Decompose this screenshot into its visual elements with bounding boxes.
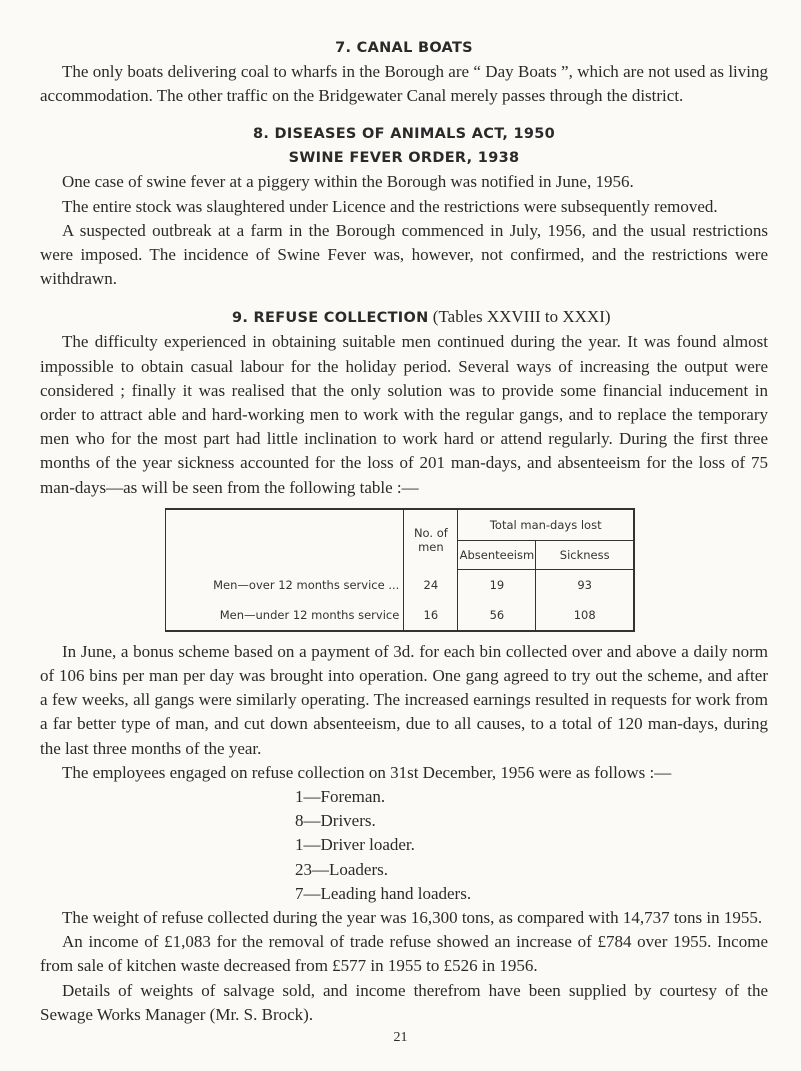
refuse-tables-reference: (Tables XXVIII to XXXI) bbox=[428, 307, 611, 327]
section-8-heading: 8. DISEASES OF ANIMALS ACT, 1950 bbox=[252, 126, 556, 143]
cell-sickness: 108 bbox=[573, 607, 596, 622]
refuse-difficulty-paragraph: The difficulty experienced in obtaining suitable men continued during the year. It was found almost impossible to obtain casual labour for the holiday period. Several ways of increasing the output were considered ; finally it was realised that the only solution was to provide some financial inducement in order to attract able and hard-working men to work with the regular gangs, and to replace the temporary men who for the most part had little inclination to work hard or attend regularly. During the first three months of the year sickness accounted for the loss of 201 man-days, and absenteeism for the loss of 75 man-days—as will be seen from the following table :— bbox=[40, 332, 768, 497]
cell-men: 16 bbox=[404, 600, 458, 631]
trade-refuse-income-paragraph: An income of £1,083 for the removal of trade refuse showed an increase of £784 over 1955. Income from sale of kitchen waste decreased from £577 in 1955 to £526 in 1956. bbox=[40, 932, 768, 976]
col-header-men: No. of men bbox=[404, 509, 458, 570]
col-header-sickness: Sickness bbox=[536, 540, 634, 569]
swine-fever-paragraph-3: A suspected outbreak at a farm in the Borough commenced in July, 1956, and the usual restrictions were imposed. The incidence of Swine Fever was, however, not confirmed, and the restrictions were withdrawn. bbox=[40, 220, 768, 289]
employees-intro: The employees engaged on refuse collection on 31st December, 1956 were as follows :— bbox=[62, 762, 672, 782]
section-7-heading: 7. CANAL BOATS bbox=[335, 40, 473, 56]
refuse-collection-title: 9. REFUSE COLLECTION bbox=[232, 310, 429, 327]
salvage-paragraph: Details of weights of salvage sold, and income therefrom have been supplied by courtesy of the Sewage Works Manager (Mr. S. Brock). bbox=[40, 980, 768, 1024]
canal-boats-paragraph: The only boats delivering coal to wharfs in the Borough are “ Day Boats ”, which are not used as living accommodation. The other traffic on the Bridgewater Canal merely passes through the district. bbox=[40, 62, 768, 106]
row-label: Men—under 12 months service bbox=[219, 607, 400, 622]
list-item: 23—Loaders. bbox=[295, 859, 389, 879]
bonus-scheme-paragraph: In June, a bonus scheme based on a payment of 3d. for each bin collected over and above a daily norm of 106 bins per man per day was brought into operation. One gang agreed to try out the scheme, and after a few weeks, all gangs were similarly operating. The increased earnings resulted in requests for work from a far better type of man, and cut down absenteeism, due to all causes, to a total of 120 man-days, during the last three months of the year. bbox=[40, 641, 768, 758]
swine-fever-order-heading: SWINE FEVER ORDER, 1938 bbox=[288, 150, 520, 167]
list-item: 8—Drivers. bbox=[295, 811, 376, 831]
swine-fever-paragraph-1: One case of swine fever at a piggery within the Borough was notified in June, 1956. bbox=[62, 172, 634, 192]
cell-absenteeism: 19 bbox=[458, 569, 536, 600]
section-9-heading bbox=[40, 305, 768, 330]
cell-sickness: 93 bbox=[577, 577, 592, 592]
list-item: 1—Foreman. bbox=[295, 787, 386, 807]
list-item: 1—Driver loader. bbox=[295, 835, 415, 855]
employees-list bbox=[40, 785, 768, 906]
list-item: 7—Leading hand loaders. bbox=[295, 883, 472, 903]
row-label: Men—over 12 months service ... bbox=[213, 577, 400, 592]
cell-absenteeism: 56 bbox=[458, 600, 536, 631]
swine-fever-paragraph-2: The entire stock was slaughtered under Licence and the restrictions were subsequently removed. bbox=[62, 196, 718, 216]
table-row bbox=[166, 600, 635, 631]
man-days-lost-table bbox=[165, 508, 635, 632]
cell-men: 24 bbox=[404, 569, 458, 600]
table-row bbox=[166, 569, 635, 600]
page-body bbox=[40, 36, 768, 1027]
col-header-total: Total man-days lost bbox=[458, 509, 634, 541]
page-number: 21 bbox=[393, 1030, 408, 1045]
refuse-weight-paragraph: The weight of refuse collected during the year was 16,300 tons, as compared with 14,737 tons in 1955. bbox=[62, 908, 763, 928]
col-header-absenteeism: Absenteeism bbox=[458, 540, 536, 569]
